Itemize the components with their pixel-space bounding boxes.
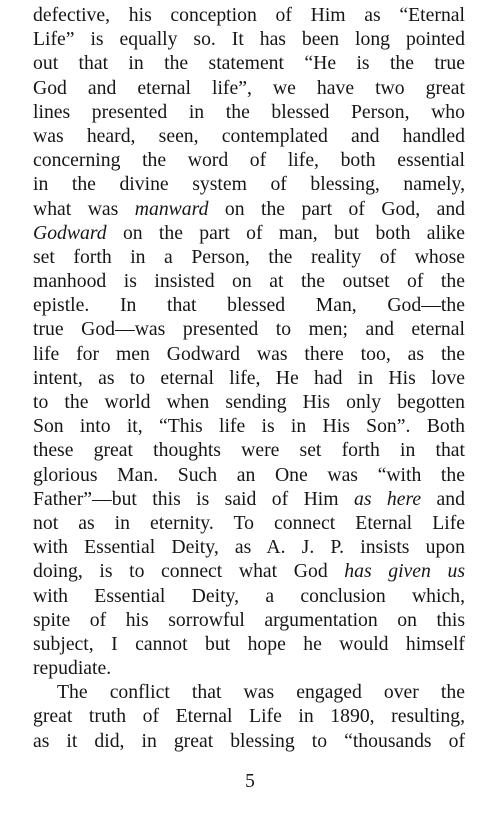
text-segment: as it did, in great blessing to “thousands of	[33, 729, 465, 752]
text-segment: God and eternal life”, we have two great	[33, 76, 465, 99]
text-line	[33, 390, 465, 414]
text-line	[33, 269, 465, 293]
text-line	[33, 317, 465, 341]
text-line	[33, 342, 465, 366]
text-segment: Father”—but this is said of Him	[33, 487, 354, 510]
text-line	[33, 366, 465, 390]
italic-text: has given us	[344, 560, 465, 583]
text-line	[33, 584, 465, 608]
text-segment: on the part of God, and	[208, 197, 466, 220]
text-line	[33, 487, 465, 511]
text-line	[33, 680, 465, 704]
text-segment: these great thoughts were set forth in that	[33, 439, 465, 462]
text-segment: lines presented in the blessed Person, who	[33, 100, 465, 123]
text-line	[33, 293, 465, 317]
text-segment: spite of his sorrowful argumentation on this	[33, 608, 465, 631]
text-segment: Life” is equally so. It has been long pointed	[33, 28, 465, 51]
text-line	[33, 632, 465, 656]
text-segment: repudiate.	[33, 657, 112, 680]
italic-text: Godward	[33, 221, 107, 244]
italic-text: manward	[134, 197, 209, 220]
text-segment: in the divine system of blessing, namely,	[33, 173, 465, 196]
text-line	[33, 729, 465, 753]
text-segment: true God—was presented to men; and eternal	[33, 318, 465, 341]
text-segment: and	[421, 487, 465, 510]
text-segment: not as in eternity. To connect Eternal Life	[33, 511, 465, 534]
text-segment: defective, his conception of Him as “Eternal	[33, 4, 465, 26]
text-line	[33, 221, 465, 245]
text-line	[33, 535, 465, 559]
text-line	[33, 463, 465, 487]
text-line	[33, 414, 465, 438]
text-line	[33, 559, 465, 583]
text-segment: to the world when sending His only begotten	[33, 391, 465, 413]
text-segment: The conflict that was engaged over the	[57, 681, 465, 704]
text-segment: out that in the statement “He is the true	[33, 52, 465, 75]
text-line	[33, 197, 465, 221]
text-segment: was heard, seen, contemplated and handled	[33, 124, 465, 147]
text-segment: concerning the word of life, both essential	[33, 149, 465, 172]
text-segment: glorious Man. Such an One was “with the	[33, 463, 465, 486]
text-segment: intent, as to eternal life, He had in His love	[33, 366, 465, 389]
text-line	[33, 3, 465, 27]
text-line	[33, 100, 465, 124]
body-text	[33, 3, 465, 753]
text-line	[33, 656, 465, 680]
text-segment: life for men Godward was there too, as the	[33, 342, 465, 365]
text-line	[33, 608, 465, 632]
text-segment: with Essential Deity, as A. J. P. insists upon	[33, 536, 465, 559]
text-line	[33, 245, 465, 269]
text-line	[33, 76, 465, 100]
text-segment: set forth in a Person, the reality of whose	[33, 245, 465, 268]
text-line	[33, 51, 465, 75]
text-segment: manhood is insisted on at the outset of the	[33, 270, 465, 293]
text-segment: epistle. In that blessed Man, God—the	[33, 294, 465, 317]
text-segment: subject, I cannot but hope he would himself	[33, 632, 465, 655]
text-segment: doing, is to connect what God	[33, 560, 345, 583]
text-segment: great truth of Eternal Life in 1890, resulting,	[33, 705, 465, 728]
text-segment: Son into it, “This life is in His Son”. Both	[33, 415, 465, 438]
text-line	[33, 511, 465, 535]
text-line	[33, 704, 465, 728]
text-line	[33, 124, 465, 148]
text-segment: on the part of man, but both alike	[106, 221, 465, 244]
text-segment: what was	[33, 197, 135, 220]
text-line	[33, 172, 465, 196]
text-line	[33, 27, 465, 51]
text-segment: with Essential Deity, a conclusion which,	[33, 584, 465, 607]
page-number: 5	[245, 771, 255, 792]
italic-text: as here	[353, 487, 422, 510]
text-line	[33, 148, 465, 172]
text-line	[33, 438, 465, 462]
